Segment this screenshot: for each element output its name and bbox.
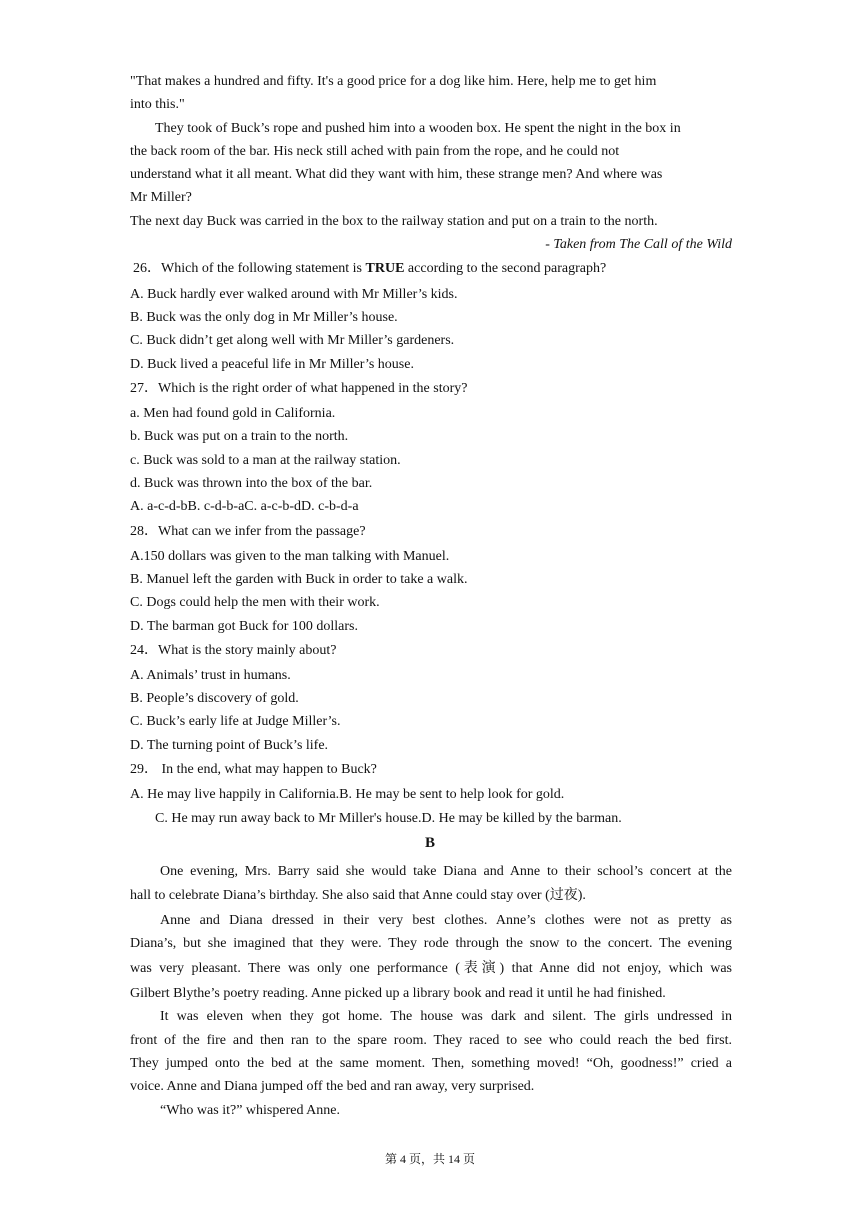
question-option: A. Animals’ trust in humans. (130, 668, 291, 683)
page-footer: 第 4 页，共 14 页 (384, 1152, 475, 1166)
question-27-stem: 27．Which is the right order of what happened in the story? (130, 381, 468, 396)
question-option: B. People’s discovery of gold. (130, 691, 299, 706)
passage-a-line: "That makes a hundred and fifty. It's a good price for a dog like him. Here, help me to get him (130, 74, 657, 89)
passage-b-line: They jumped onto the bed at the same moment. Then, something moved! “Oh, goodness!” cried a (130, 1056, 732, 1071)
passage-b-line: front of the fire and then ran to the spare room. They raced to see who could reach the bed first. (130, 1033, 732, 1048)
question-option: C. Buck didn’t get along well with Mr Miller’s gardeners. (130, 333, 455, 348)
section-heading: B (424, 835, 435, 851)
question-options: C. He may run away back to Mr Miller's house.D. He may be killed by the barman. (155, 811, 622, 826)
question-option: B. Buck was the only dog in Mr Miller’s house. (130, 310, 398, 325)
question-option: B. Manuel left the garden with Buck in order to take a walk. (130, 572, 468, 587)
question-24-stem: 24．What is the story mainly about? (130, 643, 337, 658)
question-option: C. Dogs could help the men with their work. (130, 595, 380, 610)
event-item: a. Men had found gold in California. (130, 406, 336, 421)
question-option: A.150 dollars was given to the man talking with Manuel. (130, 549, 450, 564)
event-item: b. Buck was put on a train to the north. (130, 429, 349, 444)
passage-a-line: They took of Buck’s rope and pushed him into a wooden box. He spent the night in the box in (155, 121, 681, 136)
question-option: C. Buck’s early life at Judge Miller’s. (130, 714, 341, 729)
question-option: D. The turning point of Buck’s life. (130, 738, 329, 753)
question-28-stem: 28．What can we infer from the passage? (130, 524, 366, 539)
question-29-stem: 29． In the end, what may happen to Buck? (130, 762, 377, 777)
passage-a-line: into this." (130, 97, 185, 112)
question-option: D. The barman got Buck for 100 dollars. (130, 619, 358, 634)
question-option: D. Buck lived a peaceful life in Mr Miller’s house. (130, 357, 414, 372)
passage-a-line: The next day Buck was carried in the box to the railway station and put on a train to the north. (130, 214, 658, 229)
passage-b-line: Gilbert Blythe’s poetry reading. Anne picked up a library book and read it until he had finished. (130, 986, 666, 1001)
question-26-stem: 26．Which of the following statement is TRUE according to the second paragraph? (133, 261, 607, 276)
passage-b-line: It was eleven when they got home. The house was dark and silent. The girls undressed in (160, 1009, 732, 1024)
event-item: c. Buck was sold to a man at the railway station. (130, 453, 401, 468)
question-options: A. a-c-d-bB. c-d-b-aC. a-c-b-dD. c-b-d-a (130, 499, 359, 514)
passage-b-line: Diana’s, but she imagined that they were. They rode through the snow to the concert. The evening (130, 936, 732, 951)
passage-b-line: voice. Anne and Diana jumped off the bed and ran away, very surprised. (130, 1079, 535, 1094)
source-attribution: - Taken from The Call of the Wild (545, 237, 732, 252)
passage-a-line: the back room of the bar. His neck still ached with pain from the rope, and he could not (130, 144, 620, 159)
question-options: A. He may live happily in California.B. He may be sent to help look for gold. (130, 787, 565, 802)
passage-a-line: Mr Miller? (130, 190, 192, 205)
event-item: d. Buck was thrown into the box of the bar. (130, 476, 373, 491)
question-option: A. Buck hardly ever walked around with Mr Miller’s kids. (130, 287, 458, 302)
passage-b-line: was very pleasant. There was only one performance (表演) that Anne did not enjoy, which was (130, 961, 732, 976)
passage-b-line: hall to celebrate Diana’s birthday. She also said that Anne could stay over (过夜). (130, 888, 586, 903)
passage-a-line: understand what it all meant. What did they want with him, these strange men? And where was (130, 167, 663, 182)
passage-b-line: One evening, Mrs. Barry said she would take Diana and Anne to their school’s concert at the (160, 864, 732, 879)
passage-b-line: “Who was it?” whispered Anne. (160, 1103, 340, 1118)
passage-b-line: Anne and Diana dressed in their very best clothes. Anne’s clothes were not as pretty as (160, 913, 732, 928)
